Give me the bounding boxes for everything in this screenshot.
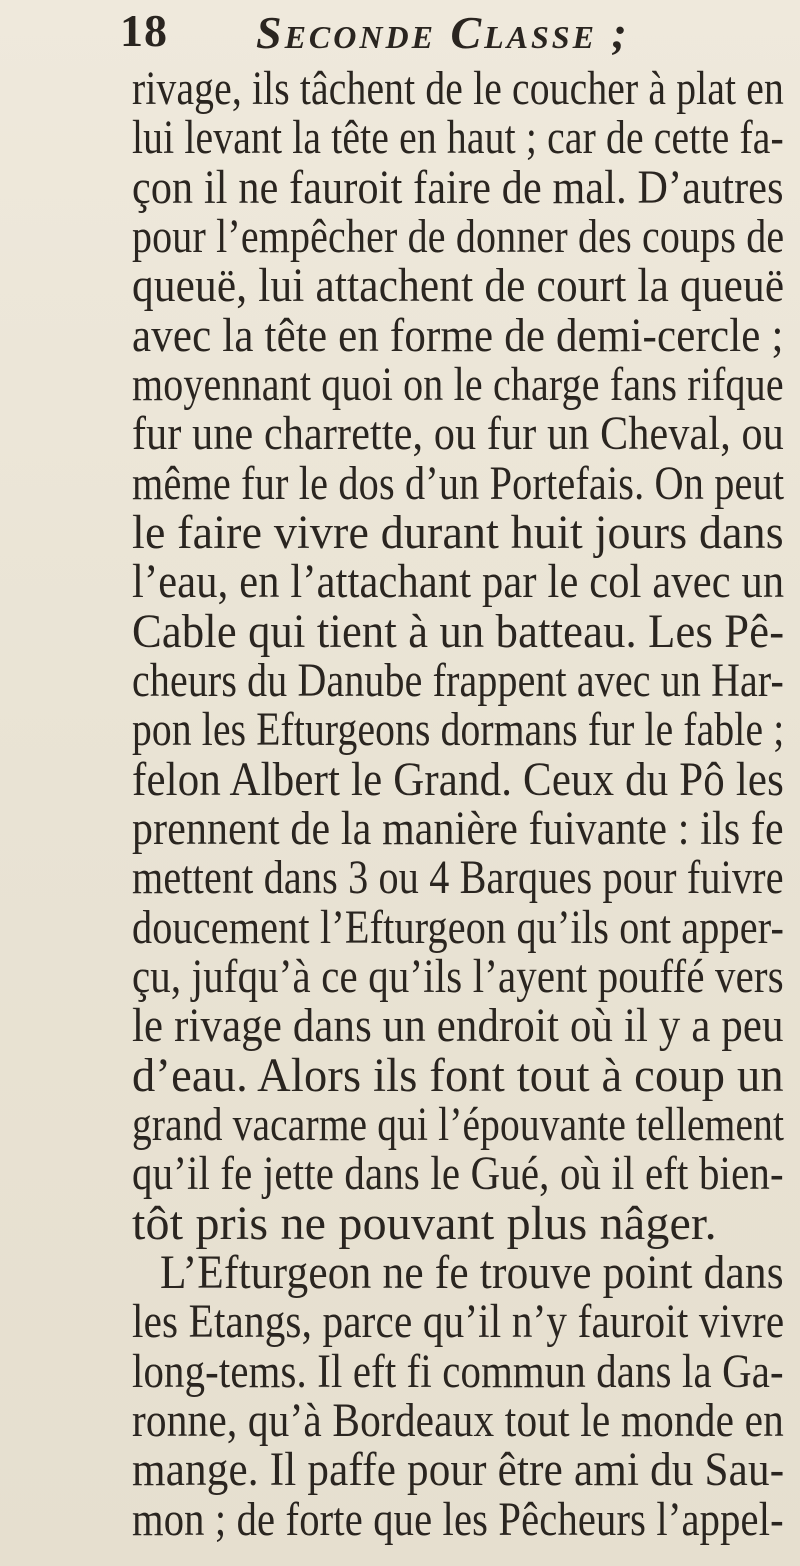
text-line: rivage, ils tâchent de le coucher à plat en <box>132 62 784 115</box>
text-line: fur une charrette, ou fur un Cheval, ou <box>132 407 784 461</box>
text-line: d’eau. Alors ils font tout à coup un <box>132 1048 784 1102</box>
text-line: le rivage dans un endroit où il y a peu <box>132 999 784 1053</box>
running-title: Seconde Classe ; <box>256 7 630 58</box>
text-line: Cable qui tient à un batteau. Les Pê- <box>132 604 785 658</box>
text-line: lui levant la tête en haut ; car de cette fa- <box>132 111 784 165</box>
text-line: long-tems. Il eft fi commun dans la Ga- <box>132 1344 784 1398</box>
text-line: avec la tête en forme de demi-cercle ; <box>132 308 784 362</box>
page-number: 18 <box>120 5 168 56</box>
text-line: çu, jufqu’à ce qu’ils l’ayent pouffé vers <box>132 950 784 1003</box>
text-line: mettent dans 3 ou 4 Barques pour fuivre <box>132 851 784 905</box>
text-line: tôt pris ne pouvant plus nâger. <box>132 1196 717 1250</box>
text-line: grand vacarme qui l’épouvante tellement <box>132 1098 785 1151</box>
text-line: les Etangs, parce qu’il n’y fauroit vivre <box>132 1295 785 1349</box>
text-line: qu’il fe jette dans le Gué, où il eft bien- <box>132 1147 784 1201</box>
text-line: même fur le dos d’un Portefais. On peut <box>132 456 785 510</box>
text-line: mon ; de forte que les Pêcheurs l’appel- <box>132 1492 784 1546</box>
text-line: moyennant quoi on le charge fans rifque <box>132 358 784 411</box>
text-line: queuë, lui attachent de court la queuë <box>132 259 785 313</box>
text-line: mange. Il paffe pour être ami du Sau- <box>132 1443 785 1497</box>
text-line: cheurs du Danube frappent avec un Har- <box>132 654 784 707</box>
text-line: pon les Efturgeons dormans fur le fable ; <box>132 703 785 757</box>
text-line: felon Albert le Grand. Ceux du Pô les <box>132 752 784 806</box>
text-line: ronne, qu’à Bordeaux tout le monde en <box>132 1394 784 1447</box>
running-head <box>120 4 680 70</box>
text-line: doucement l’Efturgeon qu’ils ont apper- <box>132 900 785 954</box>
text-line: çon il ne fauroit faire de mal. D’autres <box>132 160 784 214</box>
text-line: l’eau, en l’attachant par le col avec un <box>132 555 785 609</box>
text-line: le faire vivre durant huit jours dans <box>132 506 784 559</box>
text-line: prennent de la manière fuivante : ils fe <box>132 802 784 855</box>
text-line: pour l’empêcher de donner des coups de <box>132 210 785 263</box>
text-line: L’Efturgeon ne fe trouve point dans <box>160 1246 784 1299</box>
